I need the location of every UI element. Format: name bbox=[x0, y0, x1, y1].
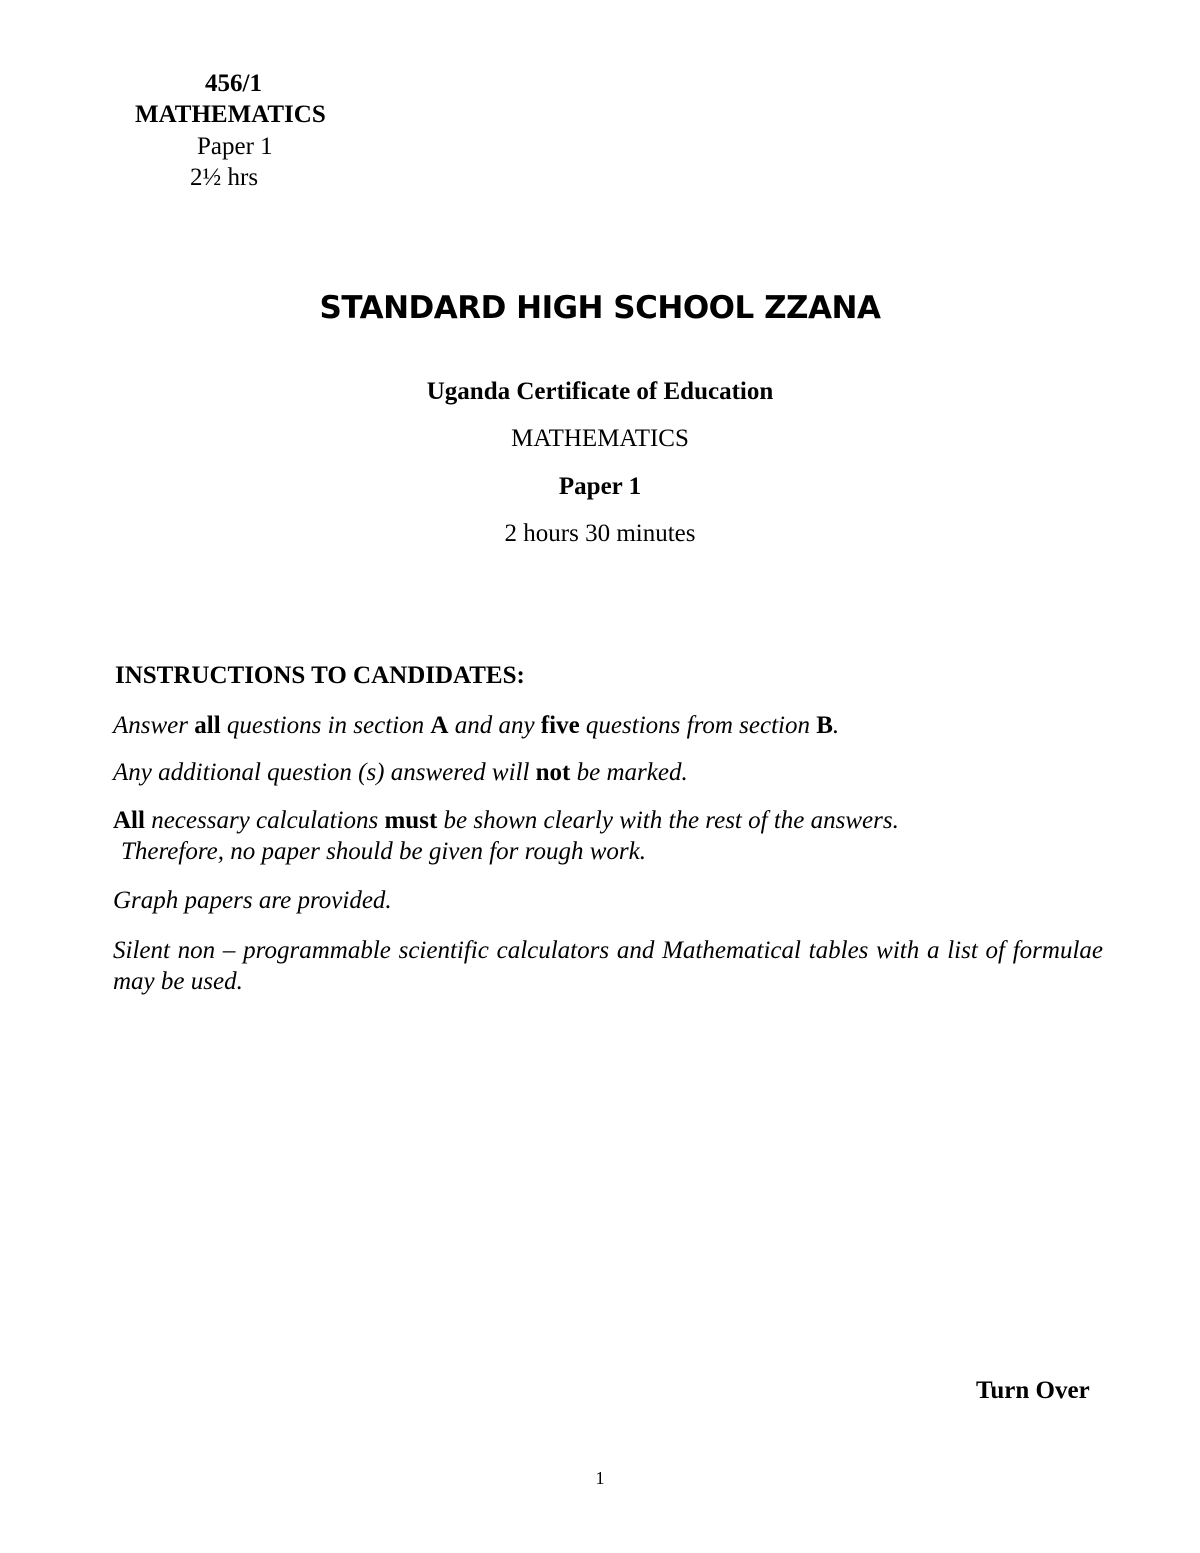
instruction-line-3 bbox=[113, 805, 1103, 867]
header-paper: Paper 1 bbox=[197, 133, 273, 160]
exam-subject: MATHEMATICS bbox=[511, 425, 689, 452]
instruction-emphasis: A bbox=[430, 712, 449, 739]
instruction-text: questions from section bbox=[579, 712, 817, 739]
instruction-text: be marked. bbox=[570, 759, 688, 786]
instruction-emphasis: not bbox=[535, 759, 571, 786]
header-subject: MATHEMATICS bbox=[135, 101, 326, 128]
instruction-text: and any bbox=[448, 712, 541, 739]
instruction-emphasis: All bbox=[113, 807, 145, 834]
instruction-text: questions in section bbox=[220, 712, 431, 739]
instruction-line-1 bbox=[113, 710, 1103, 741]
instruction-emphasis: must bbox=[384, 807, 438, 834]
instruction-text: Any additional question (s) answered will bbox=[113, 759, 536, 786]
instruction-text: Therefore, no paper should be given for rough work. bbox=[121, 838, 646, 865]
header-duration: 2½ hrs bbox=[190, 164, 259, 191]
school-name: STANDARD HIGH SCHOOL ZZANA bbox=[319, 290, 881, 326]
page-number: 1 bbox=[595, 1468, 605, 1488]
certificate-title: Uganda Certificate of Education bbox=[426, 378, 774, 405]
instruction-text: necessary calculations bbox=[144, 807, 385, 834]
exam-paper: Paper 1 bbox=[558, 473, 642, 500]
instructions-heading: INSTRUCTIONS TO CANDIDATES: bbox=[115, 662, 525, 689]
instruction-text: Answer bbox=[113, 712, 195, 739]
instruction-line-4: Graph papers are provided. bbox=[113, 887, 392, 914]
instruction-line-5: Silent non – programmable scientific calculators and Mathematical tables with a list of formulae may be used. bbox=[113, 937, 1103, 995]
paper-code: 456/1 bbox=[205, 70, 262, 97]
instruction-text: be shown clearly with the rest of the answers. bbox=[437, 807, 899, 834]
instruction-emphasis: B bbox=[816, 712, 833, 739]
instruction-emphasis: all bbox=[194, 712, 221, 739]
instruction-line-2 bbox=[113, 757, 1103, 788]
exam-duration: 2 hours 30 minutes bbox=[504, 520, 696, 547]
turn-over-label: Turn Over bbox=[976, 1377, 1090, 1404]
instruction-emphasis: five bbox=[540, 712, 580, 739]
instruction-text: . bbox=[832, 712, 840, 739]
